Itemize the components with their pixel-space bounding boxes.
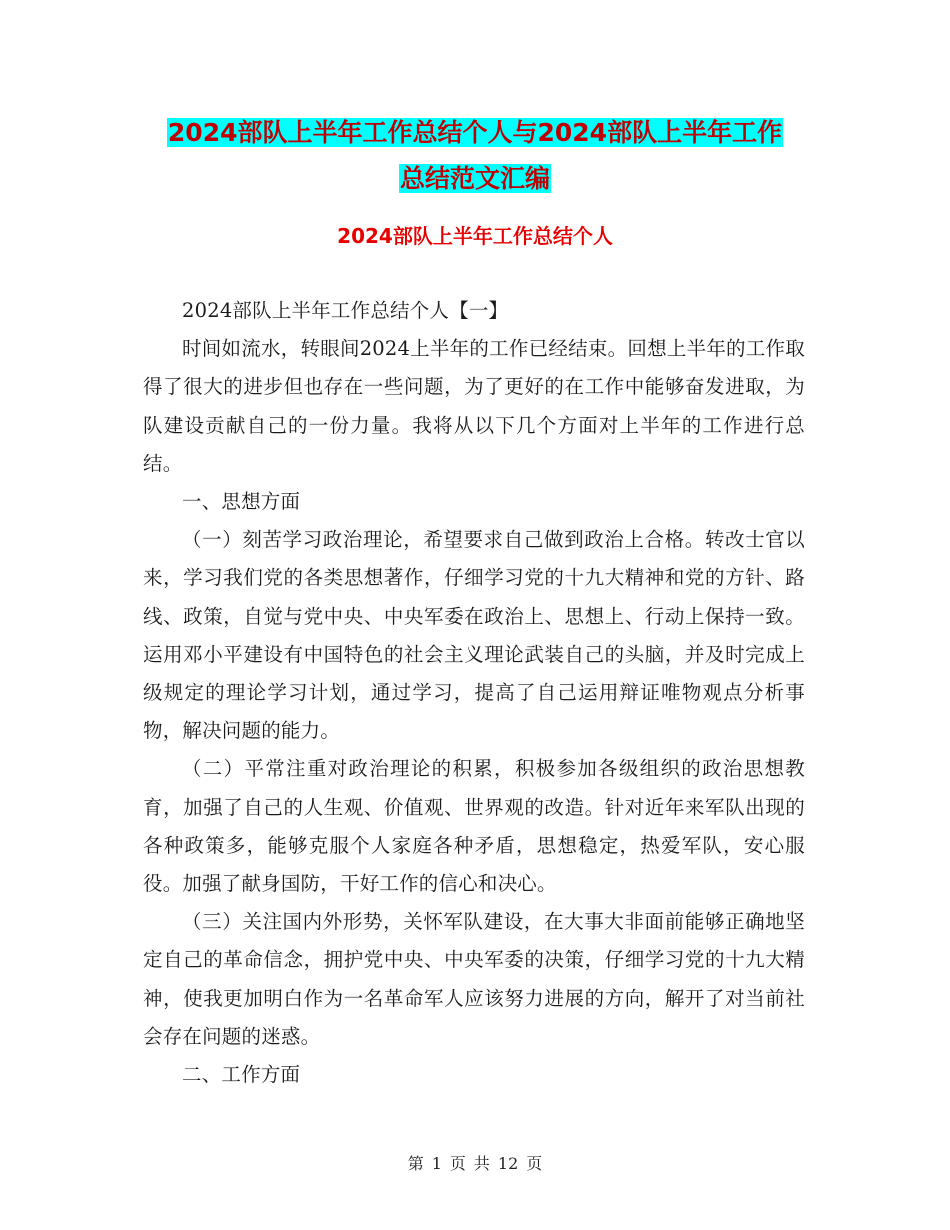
section-title: 2024部队上半年工作总结个人 [337,224,613,248]
heading-thought: 一、思想方面 [182,490,301,514]
paragraph-intro: 时间如流水，转眼间2024上半年的工作已经结束。回想上半年的工作取得了很大的进步但也存在一些问题，为了更好的在工作中能够奋发进取，为队建设贡献自己的一份力量。我将从以下几个方面对上半年的工作进行总结。 [143,337,805,475]
document-body [143,292,805,1094]
footer-prefix: 第 [407,1154,424,1173]
footer-current-page: 1 [431,1154,442,1173]
footer-page-word: 页 [449,1154,466,1173]
footer-suffix: 页 [526,1154,543,1173]
paragraph-thought-2: （二）平常注重对政治理论的积累，积极参加各级组织的政治思想教育，加强了自己的人生观、价值观、世界观的改造。针对近年来军队出现的各种政策多，能够克服个人家庭各种矛盾，思想稳定，热爱军队，安心服役。加强了献身国防，干好工作的信心和决心。 [143,757,805,896]
paragraph-subheading: 2024部队上半年工作总结个人【一】 [182,299,509,322]
document-title-line-1: 2024部队上半年工作总结个人与2024部队上半年工作 [167,118,783,147]
heading-work: 二、工作方面 [182,1063,301,1087]
footer-total-pages: 12 [497,1154,519,1173]
paragraph-thought-3: （三）关注国内外形势，关怀军队建设，在大事大非面前能够正确地坚定自己的革命信念，拥护党中央、中央军委的决策，仔细学习党的十九大精神，使我更加明白作为一名革命军人应该努力进展的方向，解开了对当前社会存在问题的迷惑。 [143,910,805,1048]
page-footer [0,1152,950,1176]
document-title-line-2: 总结范文汇编 [399,164,550,193]
footer-total-word: 共 [473,1154,490,1173]
document-title [0,110,950,202]
paragraph-thought-1: （一）刻苦学习政治理论，希望要求自己做到政治上合格。转改士官以来，学习我们党的各类思想著作，仔细学习党的十九大精神和党的方针、路线、政策，自觉与党中央、中央军委在政治上、思想上、行动上保持一致。运用邓小平建设有中国特色的社会主义理论武装自己的头脑，并及时完成上级规定的理论学习计划，通过学习，提高了自己运用辩证唯物观点分析事物，解决问题的能力。 [143,528,805,743]
